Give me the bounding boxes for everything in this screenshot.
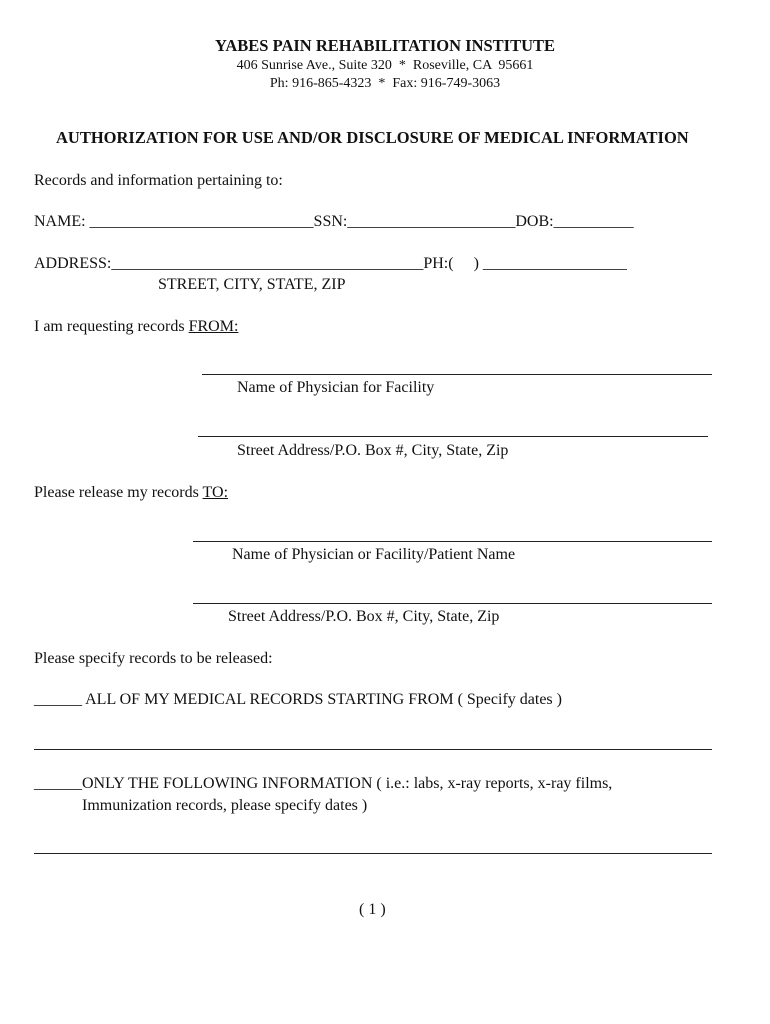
option-all-records[interactable]: ______ ALL OF MY MEDICAL RECORDS STARTING FROM ( Specify dates ) (34, 691, 562, 708)
to-label-text: Please release my records (34, 484, 203, 501)
address-phone-line[interactable]: ADDRESS:_______________________________________PH:( ) __________________ (34, 255, 627, 272)
name-ssn-dob-line[interactable]: NAME: ____________________________SSN:_____________________DOB:__________ (34, 213, 634, 230)
to-name-caption: Name of Physician or Facility/Patient Name (232, 546, 516, 563)
from-address-field[interactable] (198, 436, 708, 437)
from-address-caption: Street Address/P.O. Box #, City, State, Zip (237, 442, 509, 459)
to-address-field[interactable] (193, 603, 712, 604)
to-word: TO: (202, 484, 229, 501)
from-label-text: I am requesting records (34, 318, 189, 335)
from-word: FROM: (188, 318, 239, 335)
to-name-field[interactable] (193, 541, 712, 542)
option-only-following-continued: Immunization records, please specify dates ) (82, 797, 368, 814)
specify-label: Please specify records to be released: (34, 650, 273, 667)
institute-phone: Ph: 916-865-4323 * Fax: 916-749-3063 (269, 76, 501, 91)
all-records-dates-field[interactable] (34, 749, 712, 750)
from-name-field[interactable] (202, 374, 712, 375)
from-label (34, 319, 238, 335)
to-label (34, 485, 228, 501)
institute-address: 406 Sunrise Ave., Suite 320 * Roseville, CA 95661 (236, 58, 534, 73)
from-name-caption: Name of Physician for Facility (237, 379, 435, 396)
institute-name: YABES PAIN REHABILITATION INSTITUTE (214, 36, 556, 55)
option-only-following[interactable]: ______ONLY THE FOLLOWING INFORMATION ( i.e.: labs, x-ray reports, x-ray films, (34, 775, 613, 792)
form-title: AUTHORIZATION FOR USE AND/OR DISCLOSURE OF MEDICAL INFORMATION (56, 128, 689, 147)
only-following-details-field[interactable] (34, 853, 712, 854)
to-address-caption: Street Address/P.O. Box #, City, State, Zip (228, 608, 500, 625)
intro-text: Records and information pertaining to: (34, 172, 283, 189)
page-number: ( 1 ) (359, 901, 386, 918)
address-caption: STREET, CITY, STATE, ZIP (158, 276, 346, 293)
